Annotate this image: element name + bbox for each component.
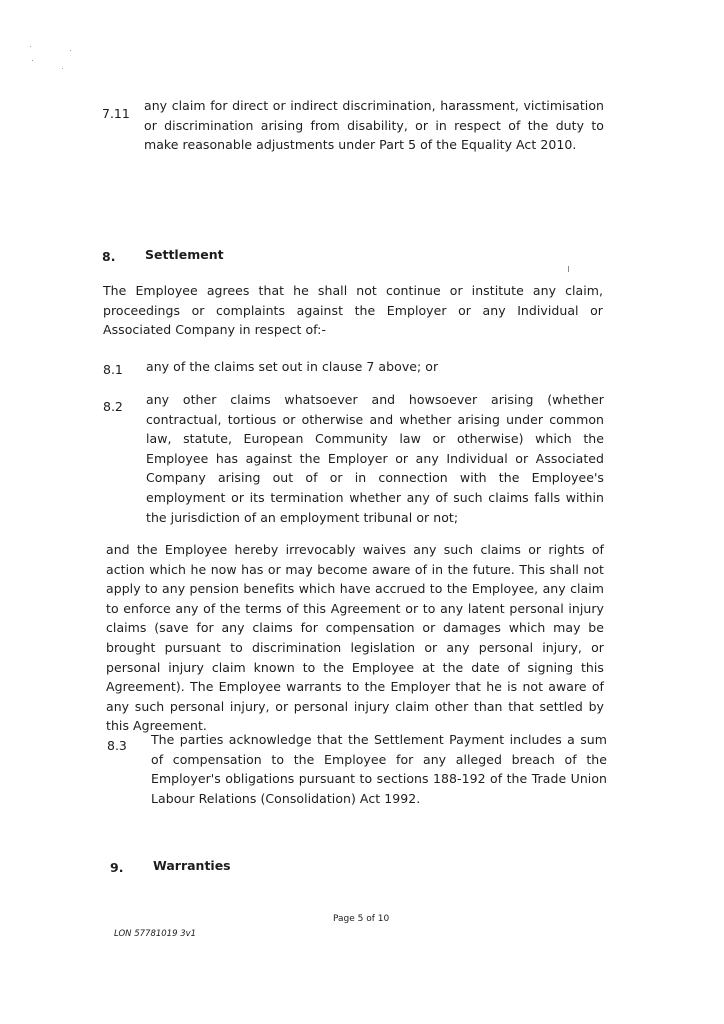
document-reference: LON 57781019 3v1 — [114, 929, 197, 939]
scan-speck — [30, 46, 31, 47]
scan-speck — [62, 68, 63, 69]
clause-number-8-1: 8.1 — [103, 362, 123, 377]
scan-mark — [568, 266, 569, 272]
clause-text-7-11: any claim for direct or indirect discrimination, harassment, victimisation or discrimination arising from disability, or in respect of the duty to make reasonable adjustments under Part 5 of the Equality Act 2010. — [144, 98, 604, 153]
section-number-8: 8. — [102, 249, 116, 264]
waiver-paragraph: and the Employee hereby irrevocably waives any such claims or rights of action which he now has or may become aware of in the future. This shall not apply to any pension benefits which have accrued to the Employee, any claim to enforce any of the terms of this Agreement or to any latent personal injury claims (save for any claims for compensation or damages which may be brought pursuant to discrimination legislation or any personal injury, or personal injury claim known to the Employee at the date of signing this Agreement). The Employee warrants to the Employer that he is not aware of any such personal injury, or personal injury claim other than that settled by this Agreement. — [106, 542, 604, 734]
clause-number-8-2: 8.2 — [103, 399, 123, 414]
settlement-intro-paragraph: The Employee agrees that he shall not continue or institute any claim, proceedings or complaints against the Employer or any Individual or Associated Company in respect of:- — [103, 283, 603, 338]
clause-number-8-3: 8.3 — [107, 738, 127, 753]
section-title-warranties: Warranties — [153, 858, 231, 873]
scan-speck — [32, 60, 33, 61]
clause-text-8-3: The parties acknowledge that the Settlement Payment includes a sum of compensation to the Employee for any alleged breach of the Employer's obligations pursuant to sections 188-192 of the Trade Union Labour Relations (Consolidation) Act 1992. — [151, 732, 607, 806]
clause-text-8-1: any of the claims set out in clause 7 above; or — [146, 359, 439, 374]
clause-text-8-2: any other claims whatsoever and howsoever arising (whether contractual, tortious or otherwise and whether arising under common law, statute, European Community law or otherwise) which the Employee has against the Employer or any Individual or Associated Company arising out of or in connection with the Employee's employment or its termination whether any of such claims falls within the jurisdiction of an employment tribunal or not; — [146, 392, 604, 525]
section-title-settlement: Settlement — [145, 247, 224, 262]
clause-number-7-11: 7.11 — [102, 106, 130, 121]
page-number: Page 5 of 10 — [333, 914, 390, 924]
section-number-9: 9. — [110, 860, 124, 875]
scan-speck — [70, 50, 71, 51]
